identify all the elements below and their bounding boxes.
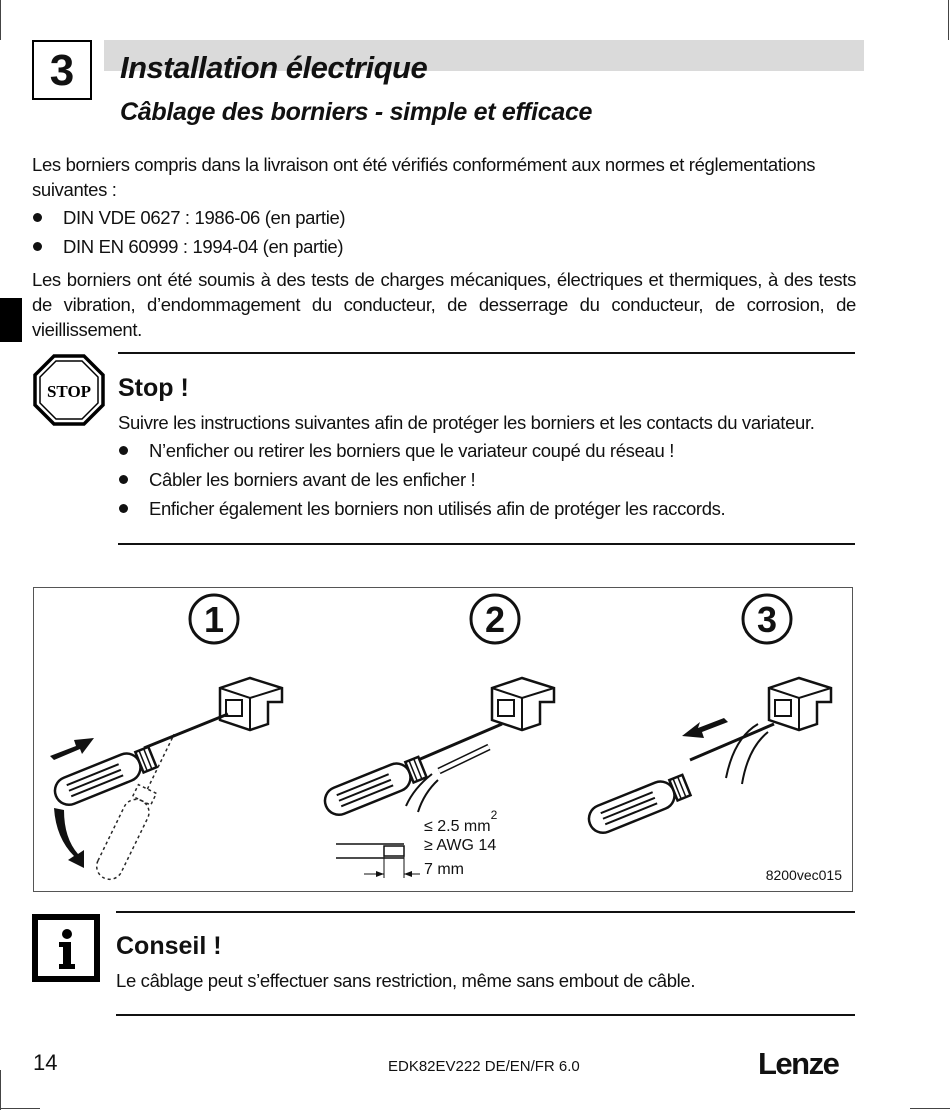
step-1-drawing xyxy=(50,678,282,884)
tip-heading: Conseil ! xyxy=(116,932,222,960)
divider xyxy=(118,352,855,354)
step-3-badge xyxy=(743,595,791,643)
bullet-icon xyxy=(33,213,42,222)
step-3-drawing xyxy=(585,678,831,837)
divider xyxy=(116,1014,855,1016)
chapter-number: 3 xyxy=(32,40,92,100)
divider xyxy=(118,543,855,545)
section-marker xyxy=(0,298,22,342)
standard-item: DIN VDE 0627 : 1986-06 (en partie) xyxy=(63,207,346,228)
figure-reference: 8200vec015 xyxy=(765,867,842,883)
svg-text:1: 1 xyxy=(203,599,225,640)
info-icon xyxy=(32,914,100,982)
stop-text: Suivre les instructions suivantes afin de protéger les borniers et les contacts du variateur. xyxy=(118,412,815,433)
spec-awg: ≥ AWG 14 xyxy=(424,837,497,854)
bullet-icon xyxy=(33,242,42,251)
crop-mark xyxy=(0,1108,40,1109)
bullet-icon xyxy=(119,446,128,455)
stop-item: Câbler les borniers avant de les enficher ! xyxy=(149,469,476,490)
intro-paragraph: Les borniers compris dans la livraison ont été vérifiés conformément aux normes et réglementations suivantes : xyxy=(32,154,816,200)
tests-paragraph: Les borniers ont été soumis à des tests de charges mécaniques, électriques et thermiques, à des tests de vibration, d’endommagement du conducteur, de desserrage du conducteur, de corrosion, de vieillissement. xyxy=(32,269,856,340)
step-2-drawing xyxy=(321,678,554,878)
stop-sign-icon xyxy=(33,354,105,426)
brand-logo: Lenze xyxy=(758,1046,839,1081)
step-2-badge xyxy=(471,595,519,643)
crop-mark xyxy=(948,0,949,40)
stop-sign-label: STOP xyxy=(46,382,92,401)
step-1-badge xyxy=(190,595,238,643)
svg-text:3: 3 xyxy=(756,599,778,640)
stop-item: N’enficher ou retirer les borniers que le variateur coupé du réseau ! xyxy=(149,440,674,461)
crop-mark xyxy=(910,1108,950,1109)
standard-item: DIN EN 60999 : 1994-04 (en partie) xyxy=(63,236,344,257)
crop-mark xyxy=(0,0,1,40)
page-number: 14 xyxy=(33,1050,58,1075)
divider xyxy=(116,911,855,913)
document-code: EDK82EV222 DE/EN/FR 6.0 xyxy=(388,1058,580,1075)
svg-text:2: 2 xyxy=(484,599,506,640)
spec-strip: 7 mm xyxy=(424,861,464,878)
page-subtitle: Câblage des borniers - simple et efficace xyxy=(120,98,593,126)
crop-mark xyxy=(0,1070,1,1110)
page-title: Installation électrique xyxy=(120,50,428,85)
wiring-figure xyxy=(33,587,853,892)
spec-area: ≤ 2.5 $mm^2$ xyxy=(424,808,498,835)
stop-heading: Stop ! xyxy=(118,374,189,402)
stop-item: Enficher également les borniers non utilisés afin de protéger les raccords. xyxy=(149,498,726,519)
wiring-illustration xyxy=(34,588,851,890)
bullet-icon xyxy=(119,475,128,484)
tip-text: Le câblage peut s’effectuer sans restriction, même sans embout de câble. xyxy=(116,970,696,991)
bullet-icon xyxy=(119,504,128,513)
